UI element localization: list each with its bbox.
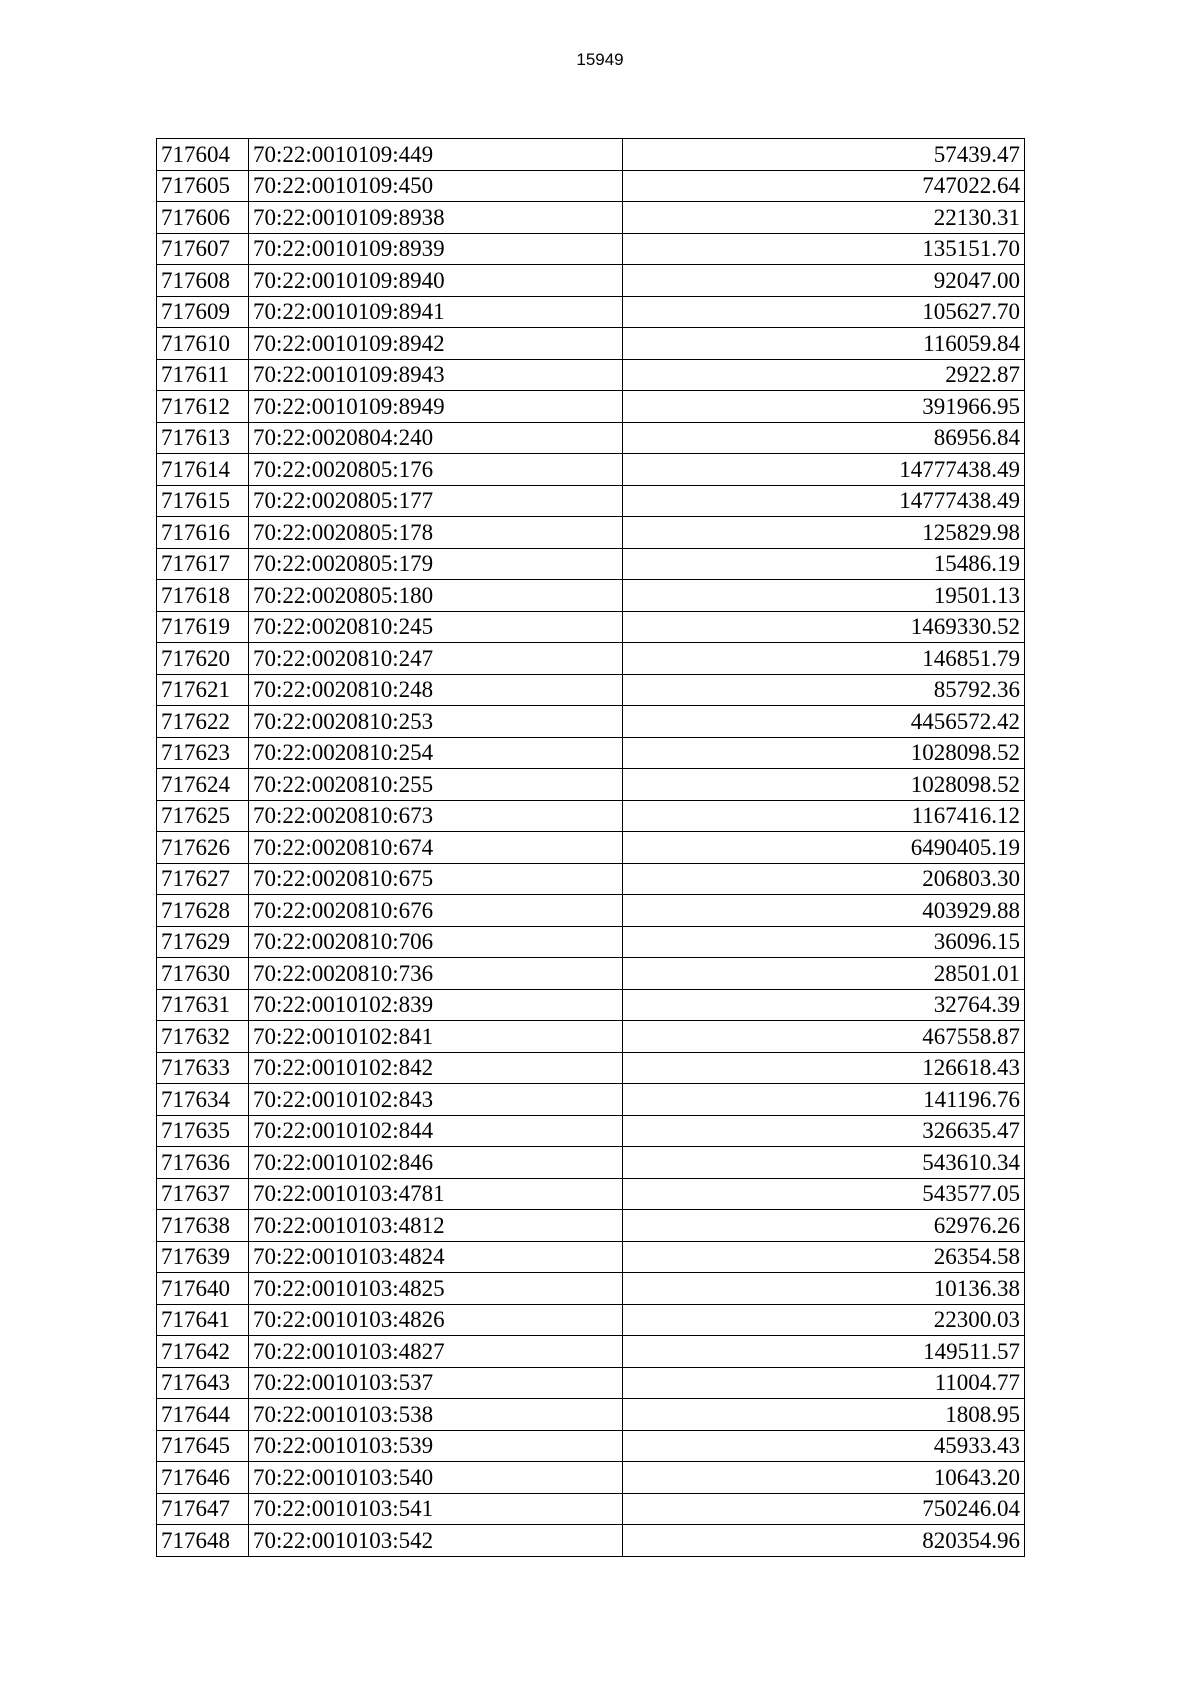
table-row: [157, 800, 1025, 832]
table-row: [157, 1273, 1025, 1305]
cadastral-number-cell: 70:22:0010103:4827: [249, 1336, 623, 1368]
cadastral-value-cell: 1167416.12: [623, 800, 1025, 832]
row-number-cell: 717643: [157, 1367, 249, 1399]
table-row: [157, 1399, 1025, 1431]
table-row: [157, 863, 1025, 895]
cadastral-number-cell: 70:22:0010109:449: [249, 139, 623, 171]
cadastral-value-cell: 10136.38: [623, 1273, 1025, 1305]
table-row: [157, 1493, 1025, 1525]
table-body: [157, 139, 1025, 1557]
table-row: [157, 296, 1025, 328]
cadastral-value-cell: 26354.58: [623, 1241, 1025, 1273]
table-row: [157, 895, 1025, 927]
cadastral-number-cell: 70:22:0010102:844: [249, 1115, 623, 1147]
cadastral-value-cell: 1028098.52: [623, 769, 1025, 801]
row-number-cell: 717623: [157, 737, 249, 769]
cadastral-value-cell: 57439.47: [623, 139, 1025, 171]
row-number-cell: 717617: [157, 548, 249, 580]
cadastral-number-cell: 70:22:0010102:839: [249, 989, 623, 1021]
row-number-cell: 717647: [157, 1493, 249, 1525]
table-row: [157, 1178, 1025, 1210]
cadastral-number-cell: 70:22:0010103:537: [249, 1367, 623, 1399]
row-number-cell: 717638: [157, 1210, 249, 1242]
table-row: [157, 422, 1025, 454]
cadastral-value-cell: 1028098.52: [623, 737, 1025, 769]
cadastral-value-cell: 206803.30: [623, 863, 1025, 895]
cadastral-number-cell: 70:22:0010103:538: [249, 1399, 623, 1431]
cadastral-value-cell: 391966.95: [623, 391, 1025, 423]
row-number-cell: 717620: [157, 643, 249, 675]
cadastral-value-cell: 146851.79: [623, 643, 1025, 675]
cadastral-value-cell: 747022.64: [623, 170, 1025, 202]
cadastral-number-cell: 70:22:0010109:450: [249, 170, 623, 202]
row-number-cell: 717645: [157, 1430, 249, 1462]
row-number-cell: 717612: [157, 391, 249, 423]
table-row: [157, 454, 1025, 486]
table-row: [157, 485, 1025, 517]
cadastral-number-cell: 70:22:0010103:4825: [249, 1273, 623, 1305]
table-row: [157, 611, 1025, 643]
row-number-cell: 717609: [157, 296, 249, 328]
cadastral-number-cell: 70:22:0010109:8943: [249, 359, 623, 391]
row-number-cell: 717616: [157, 517, 249, 549]
cadastral-value-cell: 1808.95: [623, 1399, 1025, 1431]
row-number-cell: 717610: [157, 328, 249, 360]
row-number-cell: 717615: [157, 485, 249, 517]
cadastral-number-cell: 70:22:0020810:706: [249, 926, 623, 958]
cadastral-number-cell: 70:22:0010103:4812: [249, 1210, 623, 1242]
table-row: [157, 1210, 1025, 1242]
row-number-cell: 717628: [157, 895, 249, 927]
table-row: [157, 1525, 1025, 1557]
cadastral-number-cell: 70:22:0020810:247: [249, 643, 623, 675]
cadastral-number-cell: 70:22:0020810:253: [249, 706, 623, 738]
cadastral-value-cell: 750246.04: [623, 1493, 1025, 1525]
row-number-cell: 717606: [157, 202, 249, 234]
table-row: [157, 580, 1025, 612]
table-row: [157, 1367, 1025, 1399]
cadastral-number-cell: 70:22:0020810:254: [249, 737, 623, 769]
row-number-cell: 717635: [157, 1115, 249, 1147]
cadastral-number-cell: 70:22:0020805:180: [249, 580, 623, 612]
table-row: [157, 1052, 1025, 1084]
row-number-cell: 717618: [157, 580, 249, 612]
cadastral-number-cell: 70:22:0010102:843: [249, 1084, 623, 1116]
table-row: [157, 1147, 1025, 1179]
cadastral-number-cell: 70:22:0010103:539: [249, 1430, 623, 1462]
table-row: [157, 1241, 1025, 1273]
cadastral-value-cell: 326635.47: [623, 1115, 1025, 1147]
table-row: [157, 548, 1025, 580]
table-row: [157, 989, 1025, 1021]
table-row: [157, 706, 1025, 738]
table-row: [157, 1084, 1025, 1116]
cadastral-number-cell: 70:22:0010109:8941: [249, 296, 623, 328]
cadastral-value-cell: 15486.19: [623, 548, 1025, 580]
cadastral-value-cell: 92047.00: [623, 265, 1025, 297]
cadastral-number-cell: 70:22:0010109:8939: [249, 233, 623, 265]
table-row: [157, 139, 1025, 171]
table-row: [157, 643, 1025, 675]
row-number-cell: 717607: [157, 233, 249, 265]
row-number-cell: 717613: [157, 422, 249, 454]
row-number-cell: 717637: [157, 1178, 249, 1210]
cadastral-number-cell: 70:22:0020810:675: [249, 863, 623, 895]
table-row: [157, 674, 1025, 706]
table-row: [157, 1115, 1025, 1147]
row-number-cell: 717636: [157, 1147, 249, 1179]
table-row: [157, 265, 1025, 297]
cadastral-number-cell: 70:22:0020810:674: [249, 832, 623, 864]
cadastral-value-cell: 149511.57: [623, 1336, 1025, 1368]
row-number-cell: 717633: [157, 1052, 249, 1084]
row-number-cell: 717630: [157, 958, 249, 990]
cadastral-value-cell: 4456572.42: [623, 706, 1025, 738]
cadastral-number-cell: 70:22:0010109:8942: [249, 328, 623, 360]
row-number-cell: 717627: [157, 863, 249, 895]
cadastral-value-cell: 11004.77: [623, 1367, 1025, 1399]
table-row: [157, 170, 1025, 202]
row-number-cell: 717632: [157, 1021, 249, 1053]
cadastral-value-cell: 135151.70: [623, 233, 1025, 265]
cadastral-number-cell: 70:22:0010109:8940: [249, 265, 623, 297]
cadastral-number-cell: 70:22:0010109:8938: [249, 202, 623, 234]
row-number-cell: 717625: [157, 800, 249, 832]
cadastral-value-cell: 86956.84: [623, 422, 1025, 454]
table-row: [157, 769, 1025, 801]
cadastral-value-cell: 85792.36: [623, 674, 1025, 706]
cadastral-value-cell: 45933.43: [623, 1430, 1025, 1462]
cadastral-number-cell: 70:22:0020810:245: [249, 611, 623, 643]
row-number-cell: 717611: [157, 359, 249, 391]
cadastral-number-cell: 70:22:0010109:8949: [249, 391, 623, 423]
cadastral-value-cell: 22300.03: [623, 1304, 1025, 1336]
row-number-cell: 717629: [157, 926, 249, 958]
table-row: [157, 1021, 1025, 1053]
cadastral-value-cell: 543577.05: [623, 1178, 1025, 1210]
cadastral-number-cell: 70:22:0010103:4824: [249, 1241, 623, 1273]
cadastral-value-cell: 820354.96: [623, 1525, 1025, 1557]
cadastral-number-cell: 70:22:0020810:736: [249, 958, 623, 990]
table-row: [157, 1336, 1025, 1368]
cadastral-value-cell: 28501.01: [623, 958, 1025, 990]
cadastral-number-cell: 70:22:0010102:842: [249, 1052, 623, 1084]
table-row: [157, 1462, 1025, 1494]
row-number-cell: 717642: [157, 1336, 249, 1368]
row-number-cell: 717640: [157, 1273, 249, 1305]
row-number-cell: 717644: [157, 1399, 249, 1431]
table-row: [157, 517, 1025, 549]
row-number-cell: 717608: [157, 265, 249, 297]
row-number-cell: 717621: [157, 674, 249, 706]
cadastral-value-cell: 105627.70: [623, 296, 1025, 328]
table-row: [157, 1304, 1025, 1336]
row-number-cell: 717639: [157, 1241, 249, 1273]
table-row: [157, 926, 1025, 958]
cadastral-number-cell: 70:22:0010103:4781: [249, 1178, 623, 1210]
cadastral-number-cell: 70:22:0010103:542: [249, 1525, 623, 1557]
table-row: [157, 391, 1025, 423]
cadastral-number-cell: 70:22:0020810:248: [249, 674, 623, 706]
cadastral-value-cell: 6490405.19: [623, 832, 1025, 864]
table-row: [157, 202, 1025, 234]
cadastral-value-cell: 36096.15: [623, 926, 1025, 958]
cadastral-value-cell: 32764.39: [623, 989, 1025, 1021]
cadastral-value-cell: 116059.84: [623, 328, 1025, 360]
table-row: [157, 233, 1025, 265]
cadastral-value-cell: 14777438.49: [623, 485, 1025, 517]
table-row: [157, 737, 1025, 769]
page-number: 15949: [576, 50, 624, 69]
cadastral-value-cell: 62976.26: [623, 1210, 1025, 1242]
row-number-cell: 717605: [157, 170, 249, 202]
cadastral-value-cell: 2922.87: [623, 359, 1025, 391]
cadastral-number-cell: 70:22:0020810:673: [249, 800, 623, 832]
cadastral-number-cell: 70:22:0020810:676: [249, 895, 623, 927]
cadastral-value-cell: 10643.20: [623, 1462, 1025, 1494]
cadastral-number-cell: 70:22:0020805:177: [249, 485, 623, 517]
cadastral-number-cell: 70:22:0020810:255: [249, 769, 623, 801]
table-row: [157, 1430, 1025, 1462]
cadastral-value-cell: 22130.31: [623, 202, 1025, 234]
row-number-cell: 717624: [157, 769, 249, 801]
cadastral-number-cell: 70:22:0010102:846: [249, 1147, 623, 1179]
row-number-cell: 717622: [157, 706, 249, 738]
cadastral-number-cell: 70:22:0020805:178: [249, 517, 623, 549]
table-row: [157, 958, 1025, 990]
cadastral-value-cell: 19501.13: [623, 580, 1025, 612]
row-number-cell: 717614: [157, 454, 249, 486]
row-number-cell: 717626: [157, 832, 249, 864]
cadastral-number-cell: 70:22:0020804:240: [249, 422, 623, 454]
cadastral-value-cell: 467558.87: [623, 1021, 1025, 1053]
cadastral-value-cell: 125829.98: [623, 517, 1025, 549]
cadastral-number-cell: 70:22:0010103:540: [249, 1462, 623, 1494]
cadastral-value-cell: 14777438.49: [623, 454, 1025, 486]
row-number-cell: 717619: [157, 611, 249, 643]
table-row: [157, 832, 1025, 864]
table-row: [157, 359, 1025, 391]
row-number-cell: 717641: [157, 1304, 249, 1336]
cadastral-value-cell: 1469330.52: [623, 611, 1025, 643]
cadastral-number-cell: 70:22:0010102:841: [249, 1021, 623, 1053]
row-number-cell: 717648: [157, 1525, 249, 1557]
row-number-cell: 717604: [157, 139, 249, 171]
cadastral-number-cell: 70:22:0010103:541: [249, 1493, 623, 1525]
row-number-cell: 717634: [157, 1084, 249, 1116]
cadastral-value-cell: 403929.88: [623, 895, 1025, 927]
cadastral-number-cell: 70:22:0020805:179: [249, 548, 623, 580]
row-number-cell: 717646: [157, 1462, 249, 1494]
table-row: [157, 328, 1025, 360]
cadastral-value-cell: 141196.76: [623, 1084, 1025, 1116]
cadastral-value-table: [156, 138, 1025, 1557]
cadastral-number-cell: 70:22:0010103:4826: [249, 1304, 623, 1336]
row-number-cell: 717631: [157, 989, 249, 1021]
cadastral-number-cell: 70:22:0020805:176: [249, 454, 623, 486]
cadastral-value-cell: 126618.43: [623, 1052, 1025, 1084]
cadastral-value-cell: 543610.34: [623, 1147, 1025, 1179]
